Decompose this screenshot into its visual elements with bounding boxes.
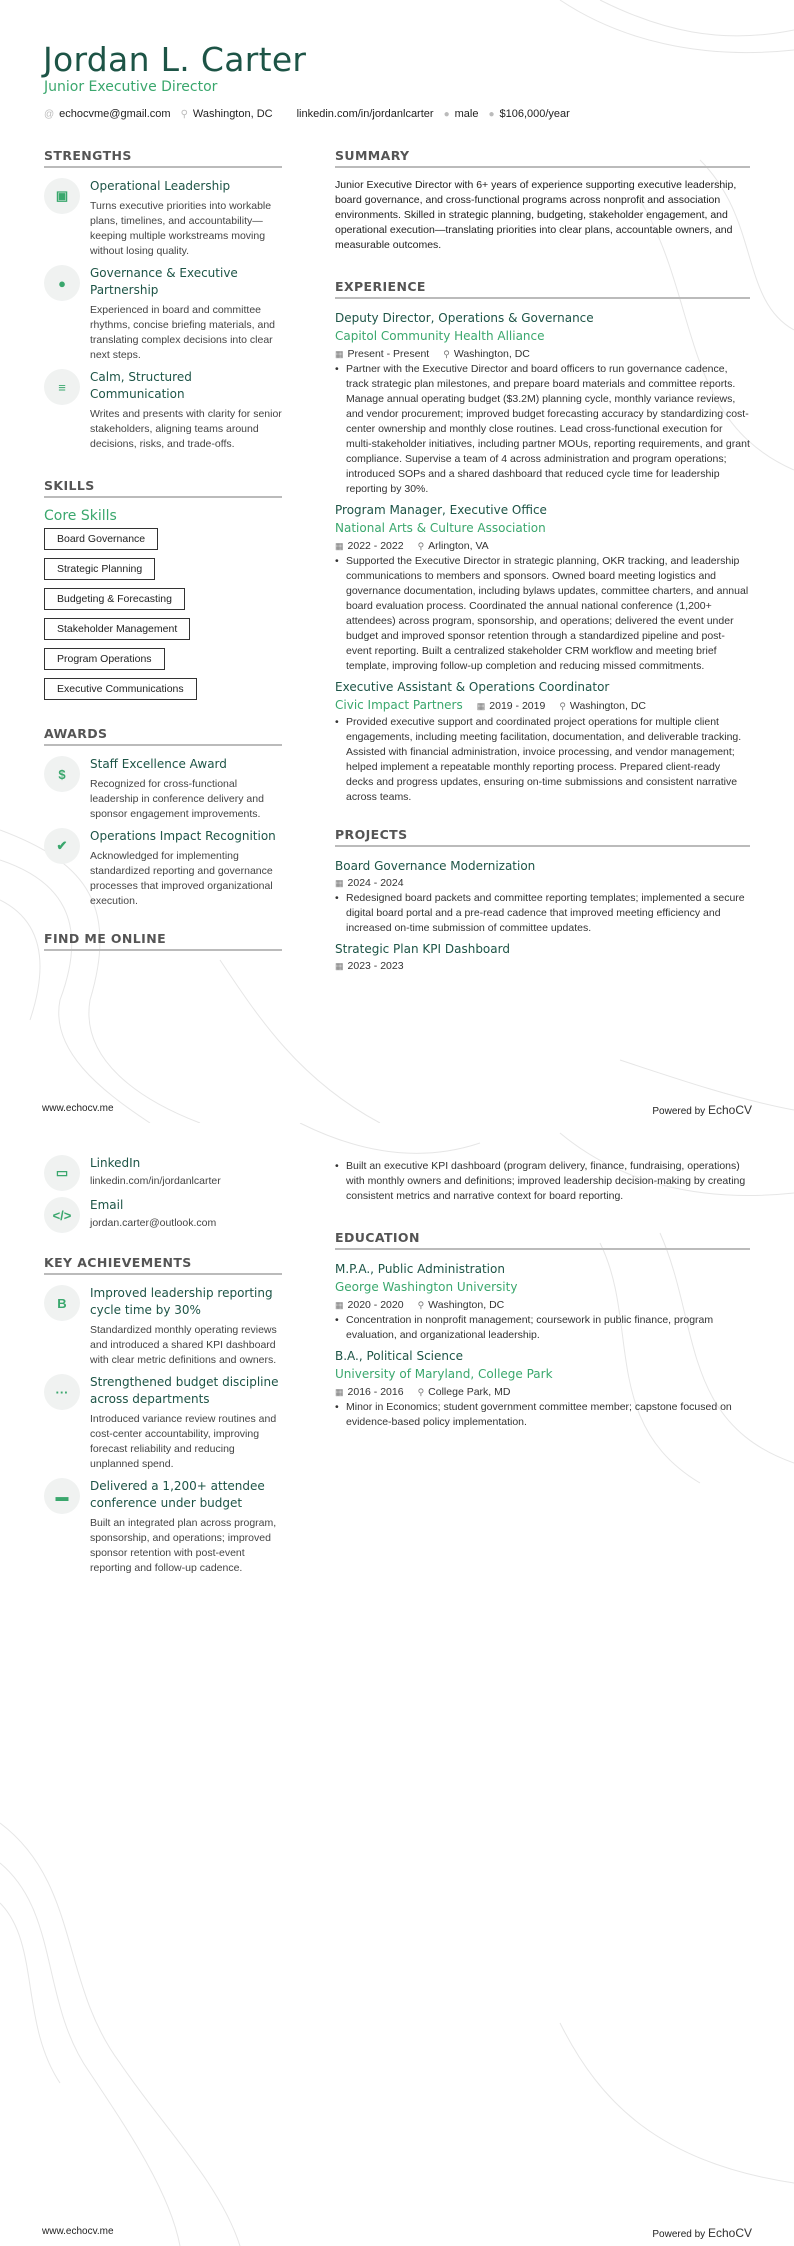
check-circle-icon: ✔ — [44, 828, 80, 864]
item-body — [90, 1197, 282, 1233]
date-text: 2022 - 2022 — [347, 540, 404, 552]
location-text: Washington, DC — [453, 348, 530, 360]
item-meta — [335, 346, 750, 362]
experience-item — [335, 678, 750, 805]
calendar-icon: ▦ — [335, 961, 344, 971]
location-text: Washington, DC — [569, 699, 646, 712]
item-description: Recognized for cross-functional leadership in conference delivery and sponsor engagement improvements. — [90, 778, 264, 820]
date-text: 2016 - 2016 — [347, 1386, 404, 1398]
item-title: Governance & Executive Partnership — [90, 266, 238, 297]
bullet-item: • Partner with the Executive Director and board officers to run governance cadence, track strategic plan milestones, and prepare board materials and committee reports. Manage annual operating budget ($3.2M) planning cycle, monthly variance reviews, and vendor procurement; improved budget forecasting accuracy by standardizing cost-center ownership and monthly close routines. Lead cross-functional execution for multi-stakeholder initiatives, including partner MOUs, reporting requirements, and grant compliance. Supervise a team of 4 across administration and program operations; introduced SOPs and a shared dashboard that reduced cycle time for leadership reporting by 30%. — [335, 362, 750, 497]
left-column — [44, 1155, 282, 1582]
location-icon: ⚲ — [180, 108, 188, 120]
chat-icon: ▬ — [44, 1478, 80, 1514]
date-text: 2019 - 2019 — [489, 699, 546, 712]
date-range — [335, 346, 429, 362]
location — [418, 1297, 505, 1313]
item-title: Operations Impact Recognition — [90, 829, 276, 843]
candidate-role: Junior Executive Director — [44, 79, 218, 95]
school-name: George Washington University — [335, 1280, 518, 1294]
experience-item — [335, 309, 750, 497]
bullet-list — [335, 715, 750, 805]
item-meta — [335, 875, 750, 891]
item-description: Writes and presents with clarity for senior stakeholders, aligning teams around decisions, risks, and trade-offs. — [90, 408, 282, 450]
calendar-icon: ▦ — [335, 878, 344, 888]
project-item — [335, 940, 750, 974]
section-heading: FIND ME ONLINE — [44, 931, 282, 951]
online-item — [44, 1155, 282, 1191]
footer-site-link[interactable]: www.echocv.me — [42, 2226, 114, 2237]
summary-text: Junior Executive Director with 6+ years of experience supporting executive leadership, board governance, and cross-functional programs across nonprofit and association environments. Skilled in strategic planning, budgeting, stakeholder engagement, and operational execution—translating priorities into clear plans, accountable owners, and measurable outcomes. — [335, 179, 737, 251]
section-heading: SUMMARY — [335, 148, 750, 168]
item-body — [90, 1155, 282, 1191]
contact-text: male — [454, 108, 479, 120]
calendar-icon: ▦ — [335, 1387, 344, 1397]
dollar-icon: $ — [44, 756, 80, 792]
item-description: Acknowledged for implementing standardized reporting and governance processes that improved organizational execution. — [90, 850, 273, 907]
awards-item — [44, 828, 282, 909]
school-name: University of Maryland, College Park — [335, 1367, 553, 1381]
item-description: Turns executive priorities into workable plans, timelines, and accountability—keeping multiple workstreams moving without losing quality. — [90, 200, 272, 257]
online-item — [44, 1197, 282, 1233]
powered-by-label: Powered by — [652, 1106, 706, 1117]
skill-tag: Program Operations — [44, 648, 165, 670]
achievements-item — [44, 1374, 282, 1472]
item-meta — [335, 1384, 750, 1400]
achievements-section — [44, 1255, 282, 1576]
footer-site-link[interactable]: www.echocv.me — [42, 1103, 114, 1114]
contact-item — [297, 108, 434, 120]
item-body — [90, 178, 282, 259]
bullet-list — [335, 362, 750, 497]
education-item — [335, 1260, 750, 1343]
contact-item — [44, 108, 171, 120]
date-range — [477, 698, 546, 714]
awards-item — [44, 756, 282, 822]
skill-tag: Executive Communications — [44, 678, 197, 700]
achievements-item — [44, 1285, 282, 1368]
location-text: College Park, MD — [428, 1386, 511, 1398]
project-title: Strategic Plan KPI Dashboard — [335, 942, 510, 956]
date-text: 2023 - 2023 — [347, 960, 404, 972]
skill-tag: Strategic Planning — [44, 558, 155, 580]
right-column — [335, 1159, 750, 1434]
strengths-item — [44, 265, 282, 363]
degree-title: B.A., Political Science — [335, 1349, 463, 1363]
bullet-item: • Built an executive KPI dashboard (program delivery, finance, fundraising, operations) with monthly owners and definitions; improved leadership decision-making by creating consistent metrics and narrative context for board reporting. — [335, 1159, 750, 1204]
calendar-icon: ▦ — [335, 541, 344, 551]
date-range — [335, 538, 404, 554]
bullet-list — [335, 1400, 750, 1430]
company-name: Capitol Community Health Alliance — [335, 329, 545, 343]
online-section — [44, 931, 282, 951]
contact-item — [181, 108, 273, 120]
resume-page-2 — [0, 1123, 794, 2246]
project-item — [335, 857, 750, 936]
strengths-item — [44, 178, 282, 259]
bullet-list — [335, 891, 750, 936]
company-name: National Arts & Culture Association — [335, 521, 546, 535]
item-description: Built an integrated plan across program, sponsorship, and operations; improved sponsor retention with post-event reporting and follow-up cadence. — [90, 1517, 277, 1574]
education-item — [335, 1347, 750, 1430]
contact-item — [444, 108, 479, 120]
bullet-item: • Provided executive support and coordinated project operations for multiple client engagements, including meeting facilitation, documentation, and deliverable tracking. Assisted with financial administration, invoice processing, and vendor management; helped implement a repeatable monthly reporting process. Prepared client-ready decks and progress updates, ensuring on-time submissions and consistent narrative across teams. — [335, 715, 750, 805]
strengths-section — [44, 148, 282, 452]
section-heading: AWARDS — [44, 726, 282, 746]
skill-tag: Board Governance — [44, 528, 158, 550]
clipboard-icon: ▣ — [44, 178, 80, 214]
item-meta — [335, 958, 750, 974]
list-icon: ≡ — [44, 369, 80, 405]
candidate-name: Jordan L. Carter — [43, 40, 307, 79]
location — [418, 1384, 511, 1400]
section-heading: EDUCATION — [335, 1230, 750, 1250]
project-title: Board Governance Modernization — [335, 859, 536, 873]
job-title: Executive Assistant & Operations Coordinator — [335, 680, 610, 694]
bullet-item: • Minor in Economics; student government committee member; capstone focused on evidence-based policy implementation. — [335, 1400, 750, 1430]
date-text: 2020 - 2020 — [347, 1299, 404, 1311]
item-body — [90, 1478, 282, 1576]
calendar-icon: ▦ — [335, 349, 344, 359]
brand-logo: EchoCV — [707, 2226, 752, 2240]
calendar-icon: ▦ — [476, 700, 486, 711]
company-row — [335, 696, 750, 715]
bullet-list — [335, 554, 750, 674]
powered-by — [652, 1103, 752, 1117]
bullet-item: • Redesigned board packets and committee reporting templates; implemented a secure digital board portal and a pre-read cadence that improved meeting efficiency and increased on-time submission of committee updates. — [335, 891, 750, 936]
at-icon: @ — [44, 108, 55, 120]
item-title: Improved leadership reporting cycle time by 30% — [90, 1286, 273, 1317]
section-heading: KEY ACHIEVEMENTS — [44, 1255, 282, 1275]
item-body — [90, 369, 282, 452]
item-title: Strengthened budget discipline across departments — [90, 1375, 279, 1406]
job-title: Deputy Director, Operations & Governance — [335, 311, 594, 325]
calendar-icon: ▭ — [44, 1155, 80, 1191]
ellipsis-icon: ··· — [44, 1374, 80, 1410]
item-description: Introduced variance review routines and cost-center accountability, improving forecast reliability and reducing unplanned spend. — [90, 1413, 277, 1470]
awards-section — [44, 726, 282, 909]
location-text: Washington, DC — [428, 1299, 505, 1311]
bullet-item: • Supported the Executive Director in strategic planning, OKR tracking, and leadership communications to members and sponsors. Owned board meeting logistics and governance documentation, including bylaws updates, committee charters, and annual board evaluation process. Coordinated the annual national conference (1,200+ attendees) across program, sponsorship, and operations; delivered the event under budget and improved sponsor retention through a standardized pipeline and post-event reporting. Built a centralized stakeholder CRM workflow and meeting brief template, improving follow-up completion and reducing missed commitments. — [335, 554, 750, 674]
location-pin-icon: ⚲ — [417, 1300, 425, 1310]
item-description: Experienced in board and committee rhythms, concise briefing materials, and translating complex decisions into clear next steps. — [90, 304, 275, 361]
location — [418, 538, 489, 554]
skills-group-title: Core Skills — [44, 508, 117, 524]
location — [559, 698, 646, 714]
degree-title: M.P.A., Public Administration — [335, 1262, 505, 1276]
contact-text: echocvme@gmail.com — [59, 108, 171, 120]
powered-by-label: Powered by — [652, 2229, 706, 2240]
right-column — [335, 148, 750, 978]
date-text: Present - Present — [347, 348, 430, 360]
item-description[interactable]: linkedin.com/in/jordanlcarter — [90, 1175, 221, 1187]
user-icon: ● — [443, 108, 450, 120]
location-pin-icon: ⚲ — [443, 349, 450, 359]
bullet-list — [335, 1313, 750, 1343]
bullet-item: • Concentration in nonprofit management; coursework in public finance, program evaluation, and organizational leadership. — [335, 1313, 750, 1343]
company-name: Civic Impact Partners — [335, 698, 463, 712]
date-text: 2024 - 2024 — [347, 877, 404, 889]
section-heading: SKILLS — [44, 478, 282, 498]
skill-tag: Budgeting & Forecasting — [44, 588, 185, 610]
item-title: Email — [90, 1198, 124, 1212]
contact-text: $106,000/year — [499, 108, 570, 120]
item-title: Calm, Structured Communication — [90, 370, 192, 401]
brand-logo: EchoCV — [707, 1103, 752, 1117]
date-range — [335, 1384, 404, 1400]
item-body — [90, 1374, 282, 1472]
location-pin-icon: ⚲ — [417, 1387, 425, 1397]
contact-text: Washington, DC — [192, 108, 273, 120]
location-pin-icon: ⚲ — [559, 700, 566, 711]
location-pin-icon: ⚲ — [417, 541, 425, 551]
item-body — [90, 265, 282, 363]
contact-text: linkedin.com/in/jordanlcarter — [296, 108, 434, 120]
achievements-item — [44, 1478, 282, 1576]
item-title: Staff Excellence Award — [90, 757, 227, 771]
skill-tag: Stakeholder Management — [44, 618, 190, 640]
item-body — [90, 756, 282, 822]
item-description[interactable]: jordan.carter@outlook.com — [90, 1217, 217, 1229]
date-range — [335, 1297, 404, 1313]
section-heading: STRENGTHS — [44, 148, 282, 168]
location — [443, 346, 530, 362]
location-text: Arlington, VA — [428, 540, 489, 552]
date-range — [335, 875, 404, 891]
date-range — [335, 958, 404, 974]
item-title: Delivered a 1,200+ attendee conference under budget — [90, 1479, 265, 1510]
item-meta — [335, 1297, 750, 1313]
section-heading: PROJECTS — [335, 827, 750, 847]
contact-bar — [44, 108, 570, 120]
item-body — [90, 1285, 282, 1368]
item-description: Standardized monthly operating reviews and introduced a shared KPI dashboard with clear metric definitions and owners. — [90, 1324, 277, 1366]
left-column — [44, 148, 282, 961]
experience-item — [335, 501, 750, 674]
item-body — [90, 828, 282, 909]
job-title: Program Manager, Executive Office — [335, 503, 547, 517]
skills-section — [44, 478, 282, 708]
calendar-icon: ▦ — [335, 1300, 344, 1310]
code-icon: </> — [44, 1197, 80, 1233]
strengths-item — [44, 369, 282, 452]
badge-icon: ● — [44, 265, 80, 301]
item-title: Operational Leadership — [90, 179, 231, 193]
item-meta — [335, 538, 750, 554]
salary-icon: ● — [488, 108, 495, 120]
powered-by — [652, 2226, 752, 2240]
letter-b-icon: B — [44, 1285, 80, 1321]
item-meta — [477, 698, 646, 714]
item-title: LinkedIn — [90, 1156, 141, 1170]
section-heading: EXPERIENCE — [335, 279, 750, 299]
contact-item — [488, 108, 569, 120]
